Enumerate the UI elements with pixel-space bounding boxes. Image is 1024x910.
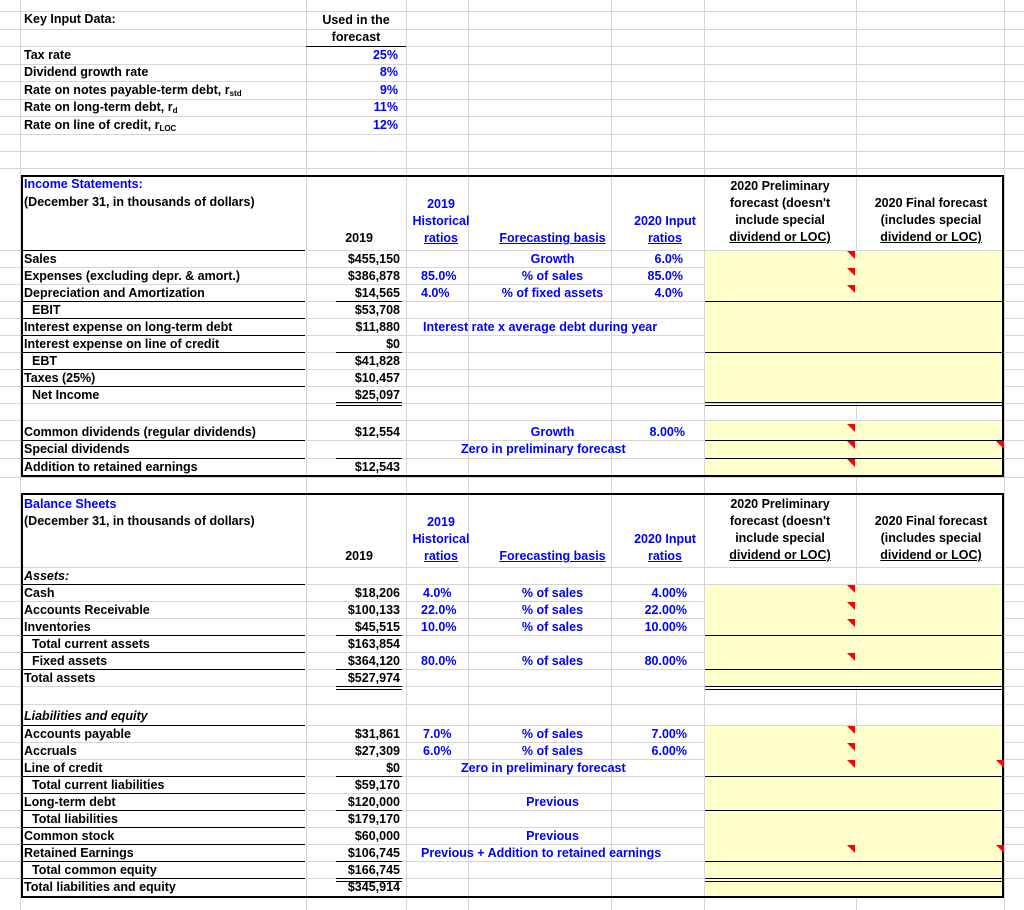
balance-col-prelim-3: include special	[735, 531, 825, 545]
balance-col-final-3: dividend or LOC)	[880, 548, 982, 562]
income-label-net-income: Net Income	[32, 388, 100, 402]
balance-value-total-assets[interactable]: $527,974	[347, 671, 400, 685]
balance-col-hist-2: Historical	[412, 532, 470, 546]
income-basis-depreciation: % of fixed assets	[501, 286, 604, 300]
liab-heading: Liabilities and equity	[24, 709, 148, 723]
balance-label-tca: Total current assets	[32, 637, 150, 651]
key-input-label-rstd: Rate on notes payable-term debt, $r_{std}$	[24, 83, 242, 98]
balance-label-ltd: Long-term debt	[24, 795, 116, 809]
assets-heading: Assets:	[24, 569, 70, 583]
income-input-depreciation[interactable]: 4.0%	[654, 286, 683, 300]
balance-basis-accruals: % of sales	[521, 744, 584, 758]
balance-value-ltd[interactable]: $120,000	[347, 795, 400, 809]
income-value-net-income[interactable]: $25,097	[354, 388, 400, 402]
balance-col-basis: Forecasting basis	[499, 549, 606, 563]
balance-value-inventories[interactable]: $45,515	[354, 620, 400, 634]
income-label-add-re: Addition to retained earnings	[24, 460, 198, 474]
income-col-final-3: dividend or LOC)	[880, 230, 982, 244]
income-value-int-loc[interactable]: $0	[386, 337, 400, 351]
balance-hist-ap: 7.0%	[423, 727, 452, 741]
comment-marker-icon[interactable]	[847, 619, 855, 627]
income-value-taxes[interactable]: $10,457	[354, 371, 400, 385]
comment-marker-icon[interactable]	[996, 760, 1004, 768]
balance-value-re[interactable]: $106,745	[347, 846, 400, 860]
income-basis-int-ltd: Interest rate x average debt during year	[423, 320, 658, 334]
balance-label-common-stock: Common stock	[24, 829, 115, 843]
income-col-prelim-3: include special	[735, 213, 825, 227]
income-value-int-ltd[interactable]: $11,880	[355, 320, 400, 334]
balance-input-accruals[interactable]: 6.00%	[651, 744, 687, 758]
key-input-value-rloc[interactable]: 12%	[372, 118, 398, 132]
balance-label-inventories: Inventories	[24, 620, 91, 634]
income-basis-sales: Growth	[530, 252, 575, 266]
key-input-value-rstd[interactable]: 9%	[379, 83, 398, 97]
income-col-input-2: ratios	[647, 231, 683, 245]
comment-marker-icon[interactable]	[847, 653, 855, 661]
balance-label-accruals: Accruals	[24, 744, 77, 758]
balance-value-cash[interactable]: $18,206	[354, 586, 400, 600]
balance-label-re: Retained Earnings	[24, 846, 134, 860]
balance-label-tle: Total liabilities and equity	[24, 880, 176, 894]
comment-marker-icon[interactable]	[847, 268, 855, 276]
income-input-common-div[interactable]: 8.00%	[649, 425, 685, 439]
balance-hist-cash: 4.0%	[423, 586, 452, 600]
income-value-expenses[interactable]: $386,878	[347, 269, 400, 283]
income-col-basis: Forecasting basis	[499, 231, 606, 245]
key-input-header-line2: forecast	[331, 30, 381, 44]
comment-marker-icon[interactable]	[847, 441, 855, 449]
income-col-prelim-4: dividend or LOC)	[729, 230, 831, 244]
comment-marker-icon[interactable]	[847, 845, 855, 853]
balance-col-prelim-1: 2020 Preliminary	[730, 497, 830, 511]
balance-hist-ar: 22.0%	[421, 603, 457, 617]
income-col-prelim-2: forecast (doesn't	[729, 196, 831, 210]
balance-basis-loc: Zero in preliminary forecast	[461, 761, 626, 775]
balance-value-fixed[interactable]: $364,120	[347, 654, 400, 668]
balance-basis-ar: % of sales	[521, 603, 584, 617]
balance-input-ar[interactable]: 22.00%	[644, 603, 687, 617]
income-label-special-div: Special dividends	[24, 442, 130, 456]
key-input-title: Key Input Data:	[24, 12, 116, 26]
balance-basis-cash: % of sales	[521, 586, 584, 600]
income-subtitle: (December 31, in thousands of dollars)	[24, 195, 255, 209]
balance-col-hist-1: 2019	[427, 515, 455, 529]
income-value-add-re[interactable]: $12,543	[354, 460, 400, 474]
balance-col-prelim-2: forecast (doesn't	[729, 514, 831, 528]
balance-basis-ap: % of sales	[521, 727, 584, 741]
balance-label-total-assets: Total assets	[24, 671, 96, 685]
income-value-common-div[interactable]: $12,554	[354, 425, 400, 439]
key-input-value-div-growth[interactable]: 8%	[379, 65, 398, 79]
balance-input-ap[interactable]: 7.00%	[651, 727, 687, 741]
balance-col-final-2: (includes special	[880, 531, 982, 545]
balance-label-loc: Line of credit	[24, 761, 103, 775]
balance-subtitle: (December 31, in thousands of dollars)	[24, 514, 255, 528]
income-label-sales: Sales	[24, 252, 57, 266]
comment-marker-icon[interactable]	[847, 459, 855, 467]
balance-label-ap: Accounts payable	[24, 727, 131, 741]
key-input-label-rd: Rate on long-term debt, $r_d$	[24, 100, 178, 115]
balance-input-inventories[interactable]: 10.00%	[644, 620, 687, 634]
balance-hist-fixed: 80.0%	[421, 654, 457, 668]
income-hist-depreciation: 4.0%	[421, 286, 450, 300]
income-label-ebit: EBIT	[32, 303, 61, 317]
income-label-ebt: EBT	[32, 354, 57, 368]
balance-basis-fixed: % of sales	[521, 654, 584, 668]
comment-marker-icon[interactable]	[847, 585, 855, 593]
balance-title: Balance Sheets	[24, 497, 117, 511]
balance-label-cash: Cash	[24, 586, 55, 600]
key-input-label-rloc: Rate on line of credit, $r_{LOC}$	[24, 118, 177, 133]
balance-basis-ltd: Previous	[526, 795, 579, 809]
balance-input-fixed[interactable]: 80.00%	[644, 654, 687, 668]
balance-label-ar: Accounts Receivable	[24, 603, 150, 617]
balance-col-2019: 2019	[345, 549, 373, 563]
comment-marker-icon[interactable]	[996, 441, 1004, 449]
key-input-value-tax[interactable]: 25%	[372, 48, 398, 62]
balance-label-fixed: Fixed assets	[32, 654, 108, 668]
balance-value-tcl[interactable]: $59,170	[354, 778, 400, 792]
comment-marker-icon[interactable]	[847, 743, 855, 751]
comment-marker-icon[interactable]	[847, 285, 855, 293]
comment-marker-icon[interactable]	[847, 760, 855, 768]
income-col-final-2: (includes special	[880, 213, 982, 227]
income-col-2019: 2019	[345, 231, 373, 245]
balance-col-input-1: 2020 Input	[634, 532, 696, 546]
balance-input-cash[interactable]: 4.00%	[651, 586, 687, 600]
income-label-common-div: Common dividends (regular dividends)	[24, 425, 256, 439]
income-value-ebt[interactable]: $41,828	[354, 354, 400, 368]
income-col-input-1: 2020 Input	[634, 214, 696, 228]
balance-label-total-liab: Total liabilities	[32, 812, 118, 826]
balance-value-tle[interactable]: $345,914	[347, 880, 400, 894]
income-value-depreciation[interactable]: $14,565	[354, 286, 400, 300]
key-input-label-tax: Tax rate	[24, 48, 72, 62]
income-label-taxes: Taxes (25%)	[24, 371, 96, 385]
balance-value-total-liab[interactable]: $179,170	[347, 812, 400, 826]
comment-marker-icon[interactable]	[847, 424, 855, 432]
income-col-hist-1: 2019	[427, 197, 455, 211]
balance-value-ap[interactable]: $31,861	[354, 727, 400, 741]
balance-label-tce: Total common equity	[32, 863, 157, 877]
income-title: Income Statements:	[24, 177, 143, 191]
balance-hist-inventories: 10.0%	[421, 620, 457, 634]
balance-basis-inventories: % of sales	[521, 620, 584, 634]
income-input-sales[interactable]: 6.0%	[654, 252, 683, 266]
balance-col-input-2: ratios	[647, 549, 683, 563]
balance-value-common-stock[interactable]: $60,000	[354, 829, 400, 843]
balance-col-hist-3: ratios	[423, 549, 459, 563]
key-input-label-div-growth: Dividend growth rate	[24, 65, 149, 79]
income-col-prelim-1: 2020 Preliminary	[730, 179, 830, 193]
income-label-expenses: Expenses (excluding depr. & amort.)	[24, 269, 241, 283]
income-basis-common-div: Growth	[530, 425, 575, 439]
balance-label-tcl: Total current liabilities	[32, 778, 165, 792]
balance-basis-re: Previous + Addition to retained earnings	[421, 846, 662, 860]
balance-basis-common-stock: Previous	[526, 829, 579, 843]
key-input-value-rd[interactable]: 11%	[373, 100, 398, 114]
income-label-depreciation: Depreciation and Amortization	[24, 286, 205, 300]
comment-marker-icon[interactable]	[996, 845, 1004, 853]
key-input-header-line1: Used in the	[322, 13, 390, 27]
income-value-ebit[interactable]: $53,708	[354, 303, 400, 317]
balance-value-ar[interactable]: $100,133	[347, 603, 400, 617]
balance-value-accruals[interactable]: $27,309	[354, 744, 400, 758]
income-col-final-1: 2020 Final forecast	[874, 196, 988, 210]
income-col-hist-3: ratios	[423, 231, 459, 245]
income-col-hist-2: Historical	[412, 214, 470, 228]
balance-value-tce[interactable]: $166,745	[347, 863, 400, 877]
comment-marker-icon[interactable]	[847, 251, 855, 259]
income-basis-expenses: % of sales	[521, 269, 584, 283]
comment-marker-icon[interactable]	[847, 602, 855, 610]
income-label-int-ltd: Interest expense on long-term debt	[24, 320, 233, 334]
balance-value-tca[interactable]: $163,854	[347, 637, 400, 651]
balance-col-prelim-4: dividend or LOC)	[729, 548, 831, 562]
balance-col-final-1: 2020 Final forecast	[874, 514, 988, 528]
income-input-expenses[interactable]: 85.0%	[647, 269, 683, 283]
income-basis-special-div: Zero in preliminary forecast	[461, 442, 626, 456]
balance-value-loc[interactable]: $0	[386, 761, 400, 775]
income-value-sales[interactable]: $455,150	[347, 252, 400, 266]
income-label-int-loc: Interest expense on line of credit	[24, 337, 220, 351]
comment-marker-icon[interactable]	[847, 726, 855, 734]
balance-hist-accruals: 6.0%	[423, 744, 452, 758]
income-hist-expenses: 85.0%	[421, 269, 457, 283]
